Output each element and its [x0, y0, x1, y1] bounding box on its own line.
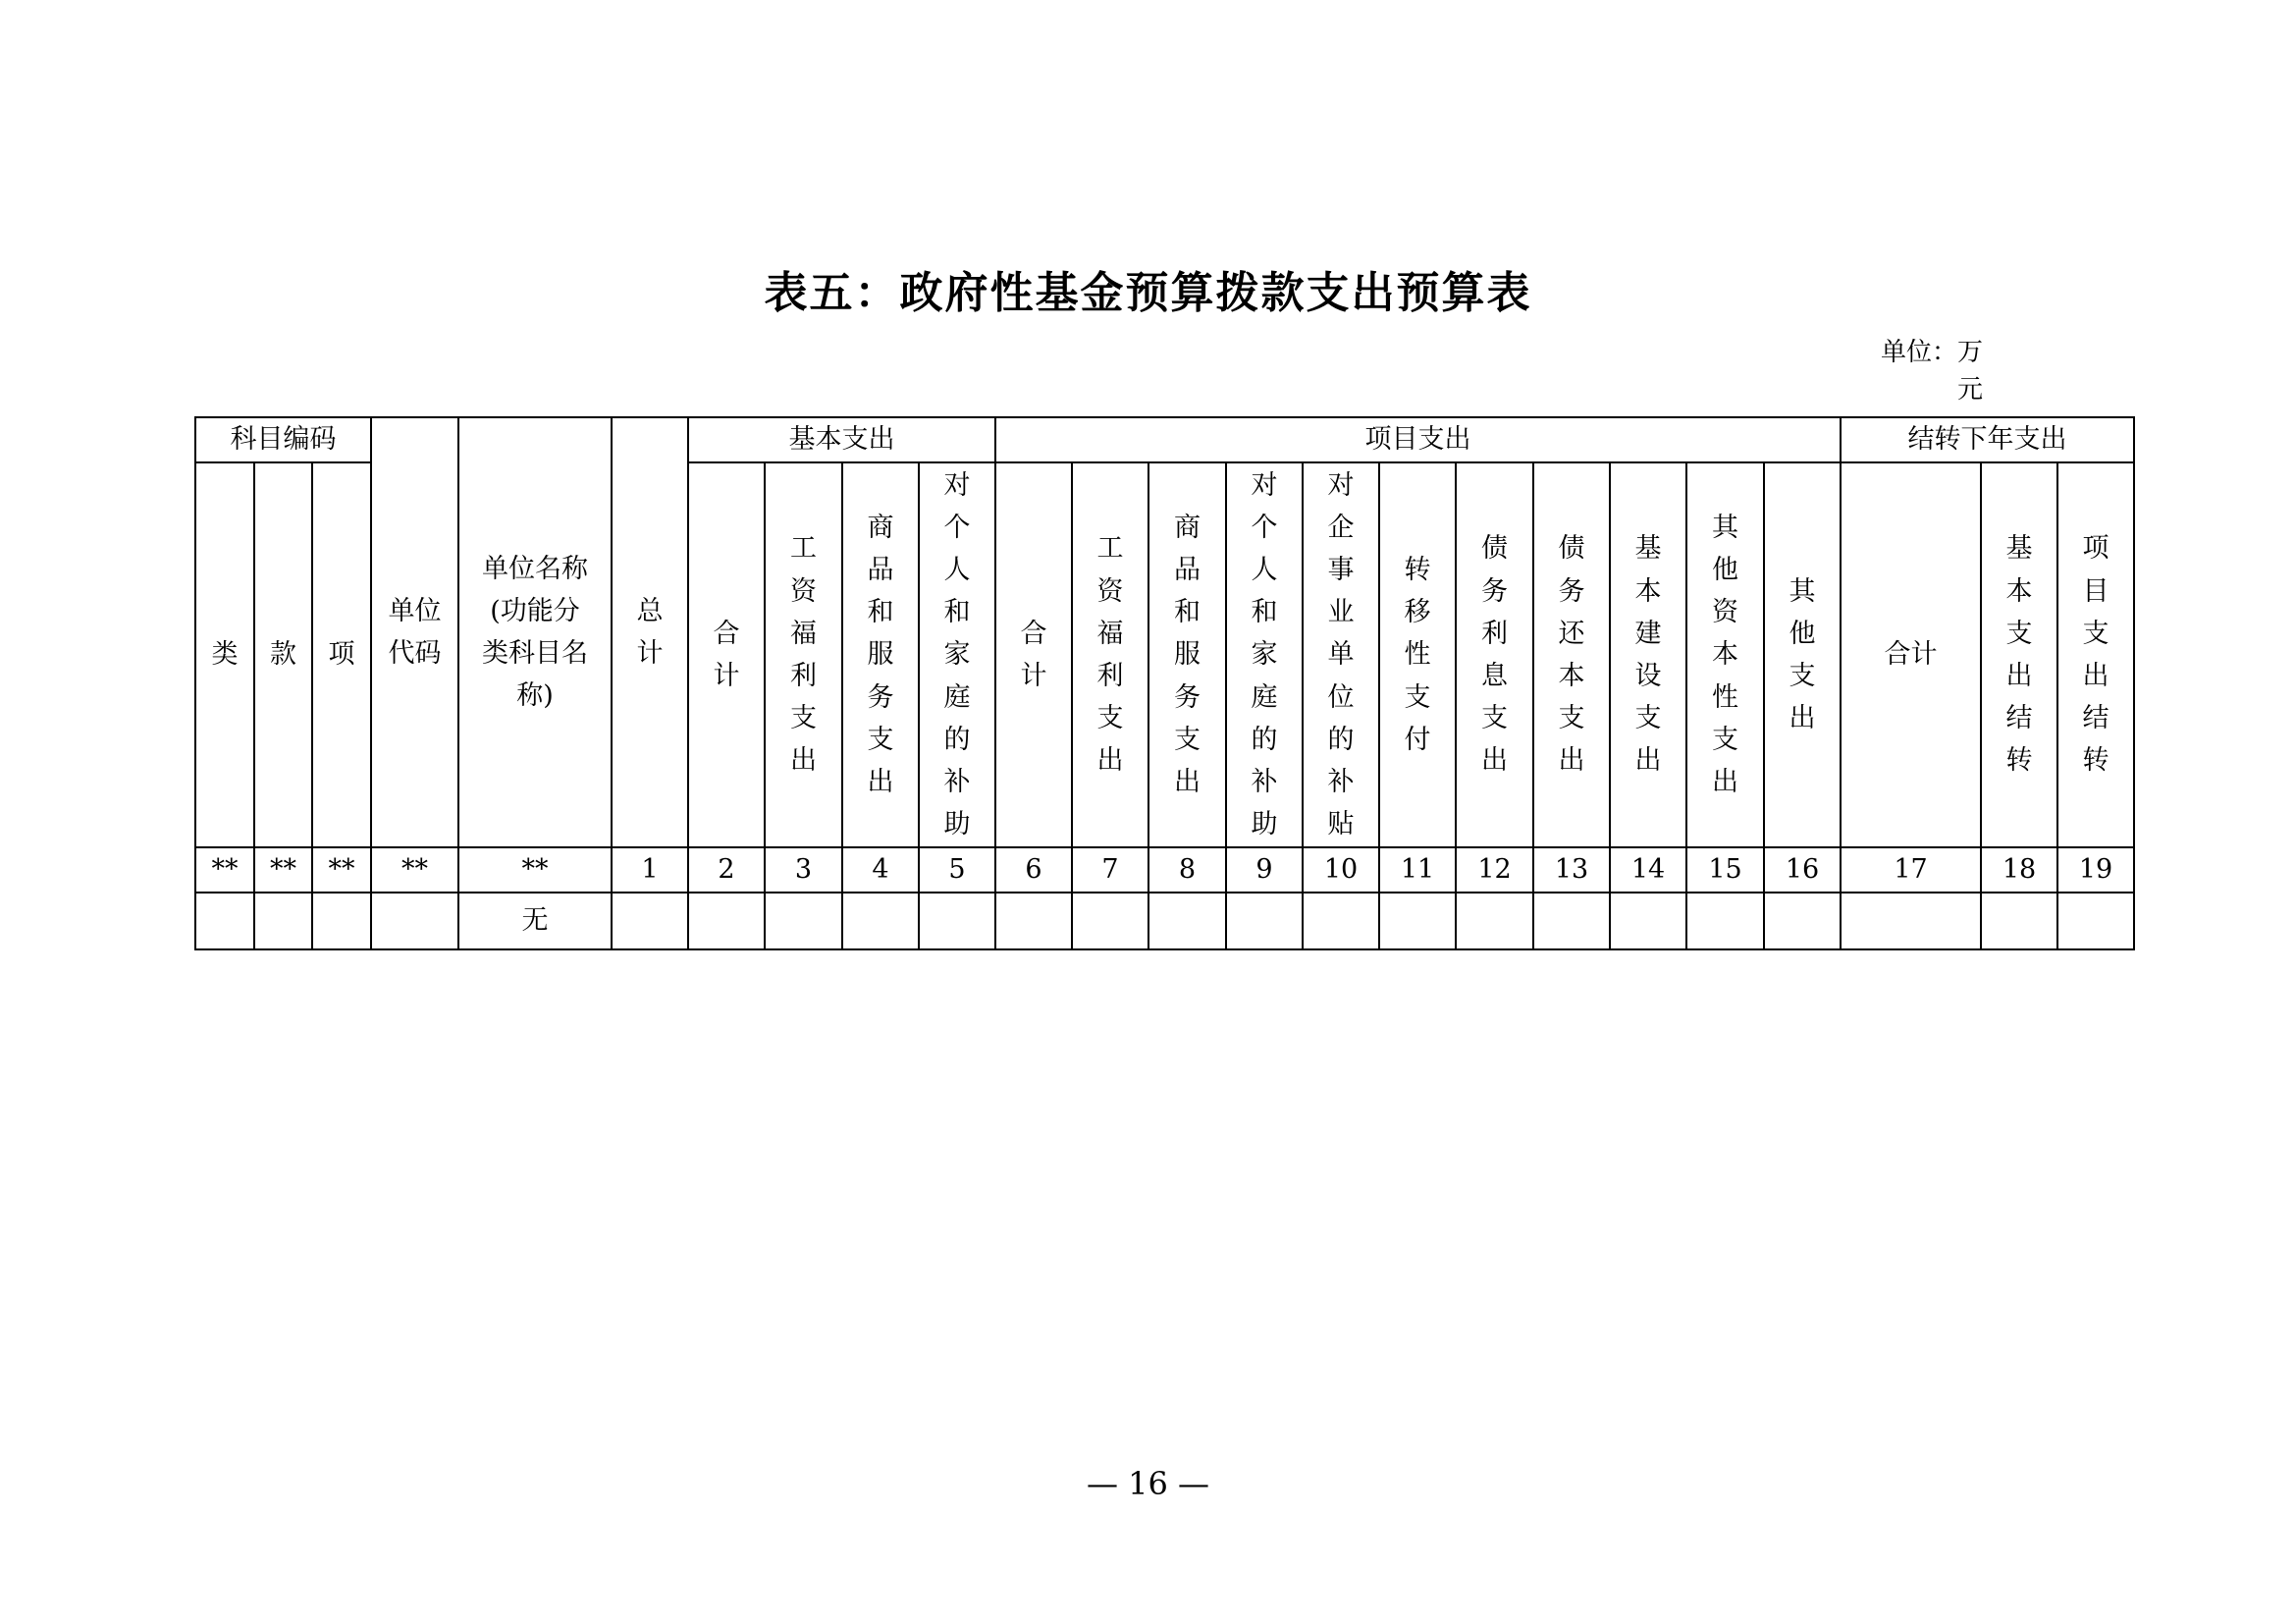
- header-project-total-text: 合计: [1020, 618, 1047, 691]
- header-subject-code: 科目编码: [195, 417, 371, 462]
- header-project-principal: [1533, 462, 1610, 847]
- data-cell: [2057, 893, 2134, 949]
- data-cell: [688, 893, 765, 949]
- data-cell: [919, 893, 995, 949]
- data-cell: [1303, 893, 1379, 949]
- header-project-construction-text: 基本建设支出: [1634, 533, 1662, 777]
- header-project-transfer-text: 转移性支付: [1404, 554, 1431, 755]
- header-carryover-project: [2057, 462, 2134, 847]
- header-section: 款: [254, 462, 312, 847]
- header-unit-code-text: 单位代码: [388, 595, 442, 669]
- data-cell: [1533, 893, 1610, 949]
- header-project-principal-text: 债务还本支出: [1558, 533, 1585, 777]
- page-title: 表五：政府性基金预算拨款支出预算表: [764, 268, 1532, 318]
- header-basic-goods-text: 商品和服务支出: [867, 512, 894, 797]
- header-carryover-basic-text: 基本支出结转: [2005, 533, 2033, 777]
- index-cell: 10: [1303, 847, 1379, 893]
- data-cell: [371, 893, 458, 949]
- data-unit-name: 无: [458, 893, 612, 949]
- data-cell: [254, 893, 312, 949]
- header-basic-group: 基本支出: [688, 417, 995, 462]
- header-project-goods-text: 商品和服务支出: [1174, 512, 1201, 797]
- data-cell: [765, 893, 842, 949]
- unit-label: [1845, 334, 1983, 408]
- index-cell: 9: [1226, 847, 1303, 893]
- header-grand-total-text: 总计: [636, 595, 664, 669]
- header-project-wages: [1072, 462, 1148, 847]
- data-cell: [842, 893, 919, 949]
- header-grand-total: [612, 417, 688, 847]
- index-cell: 3: [765, 847, 842, 893]
- data-cell: [1072, 893, 1148, 949]
- header-basic-wages-text: 工资福利支出: [790, 533, 817, 777]
- data-cell: [312, 893, 371, 949]
- data-cell: [195, 893, 254, 949]
- data-cell: [1148, 893, 1226, 949]
- header-unit-name: [458, 417, 612, 847]
- header-project-other: [1764, 462, 1841, 847]
- header-unit-name-text: [482, 548, 588, 718]
- index-cell: 13: [1533, 847, 1610, 893]
- header-basic-household-text: 对个人和家庭的补助: [943, 469, 971, 840]
- index-cell: 11: [1379, 847, 1456, 893]
- index-cell: **: [458, 847, 612, 893]
- header-unit-name-l2: (功能分: [490, 595, 580, 626]
- header-unit-name-l1: 单位名称: [482, 553, 588, 584]
- header-carryover-group: 结转下年支出: [1841, 417, 2134, 462]
- header-unit-name-l4: 称): [516, 680, 554, 712]
- index-cell: 4: [842, 847, 919, 893]
- index-cell: 16: [1764, 847, 1841, 893]
- index-cell: 12: [1456, 847, 1533, 893]
- index-cell: 15: [1686, 847, 1764, 893]
- header-carryover-project-text: 项目支出结转: [2082, 533, 2109, 777]
- index-cell: 17: [1841, 847, 1981, 893]
- index-cell: 2: [688, 847, 765, 893]
- index-cell: **: [312, 847, 371, 893]
- index-row: [195, 847, 2134, 893]
- header-project-other-text: 其他支出: [1789, 575, 1816, 734]
- index-cell: 7: [1072, 847, 1148, 893]
- index-cell: 19: [2057, 847, 2134, 893]
- data-cell: [1764, 893, 1841, 949]
- data-cell: [995, 893, 1072, 949]
- header-row-1: [195, 417, 2134, 462]
- unit-line-2: 元: [1956, 375, 1983, 405]
- header-unit-name-l3: 类科目名: [482, 638, 588, 669]
- header-project-enterprise-text: 对企事业单位的补贴: [1327, 469, 1355, 840]
- header-basic-total: [688, 462, 765, 847]
- header-project-other-capital: [1686, 462, 1764, 847]
- index-cell: **: [195, 847, 254, 893]
- header-project-interest-text: 债务利息支出: [1481, 533, 1508, 777]
- index-cell: 14: [1610, 847, 1686, 893]
- budget-table: [194, 416, 2135, 950]
- index-cell: 18: [1981, 847, 2057, 893]
- page-number: — 16 —: [1086, 1465, 1210, 1502]
- data-cell: [1841, 893, 1981, 949]
- header-project-total: [995, 462, 1072, 847]
- header-basic-household: [919, 462, 995, 847]
- data-row: [195, 893, 2134, 949]
- header-project-enterprise: [1303, 462, 1379, 847]
- header-project-goods: [1148, 462, 1226, 847]
- header-class: 类: [195, 462, 254, 847]
- header-carryover-basic: [1981, 462, 2057, 847]
- header-basic-total-text: 合计: [713, 618, 740, 691]
- header-project-transfer: [1379, 462, 1456, 847]
- header-item: 项: [312, 462, 371, 847]
- header-carryover-total: 合计: [1841, 462, 1981, 847]
- index-cell: **: [371, 847, 458, 893]
- unit-line-1: 单位：万: [1880, 338, 1983, 367]
- data-cell: [1379, 893, 1456, 949]
- index-cell: 6: [995, 847, 1072, 893]
- index-cell: 8: [1148, 847, 1226, 893]
- header-project-household: [1226, 462, 1303, 847]
- data-cell: [1226, 893, 1303, 949]
- index-cell: **: [254, 847, 312, 893]
- index-cell: 1: [612, 847, 688, 893]
- header-unit-code: [371, 417, 458, 847]
- data-cell: [612, 893, 688, 949]
- index-cell: 5: [919, 847, 995, 893]
- header-project-group: 项目支出: [995, 417, 1841, 462]
- header-project-household-text: 对个人和家庭的补助: [1251, 469, 1278, 840]
- header-basic-wages: [765, 462, 842, 847]
- data-cell: [1981, 893, 2057, 949]
- data-cell: [1686, 893, 1764, 949]
- header-basic-goods: [842, 462, 919, 847]
- header-project-construction: [1610, 462, 1686, 847]
- header-project-wages-text: 工资福利支出: [1096, 533, 1124, 777]
- data-cell: [1610, 893, 1686, 949]
- data-cell: [1456, 893, 1533, 949]
- header-project-other-capital-text: 其他资本性支出: [1712, 512, 1738, 797]
- header-project-interest: [1456, 462, 1533, 847]
